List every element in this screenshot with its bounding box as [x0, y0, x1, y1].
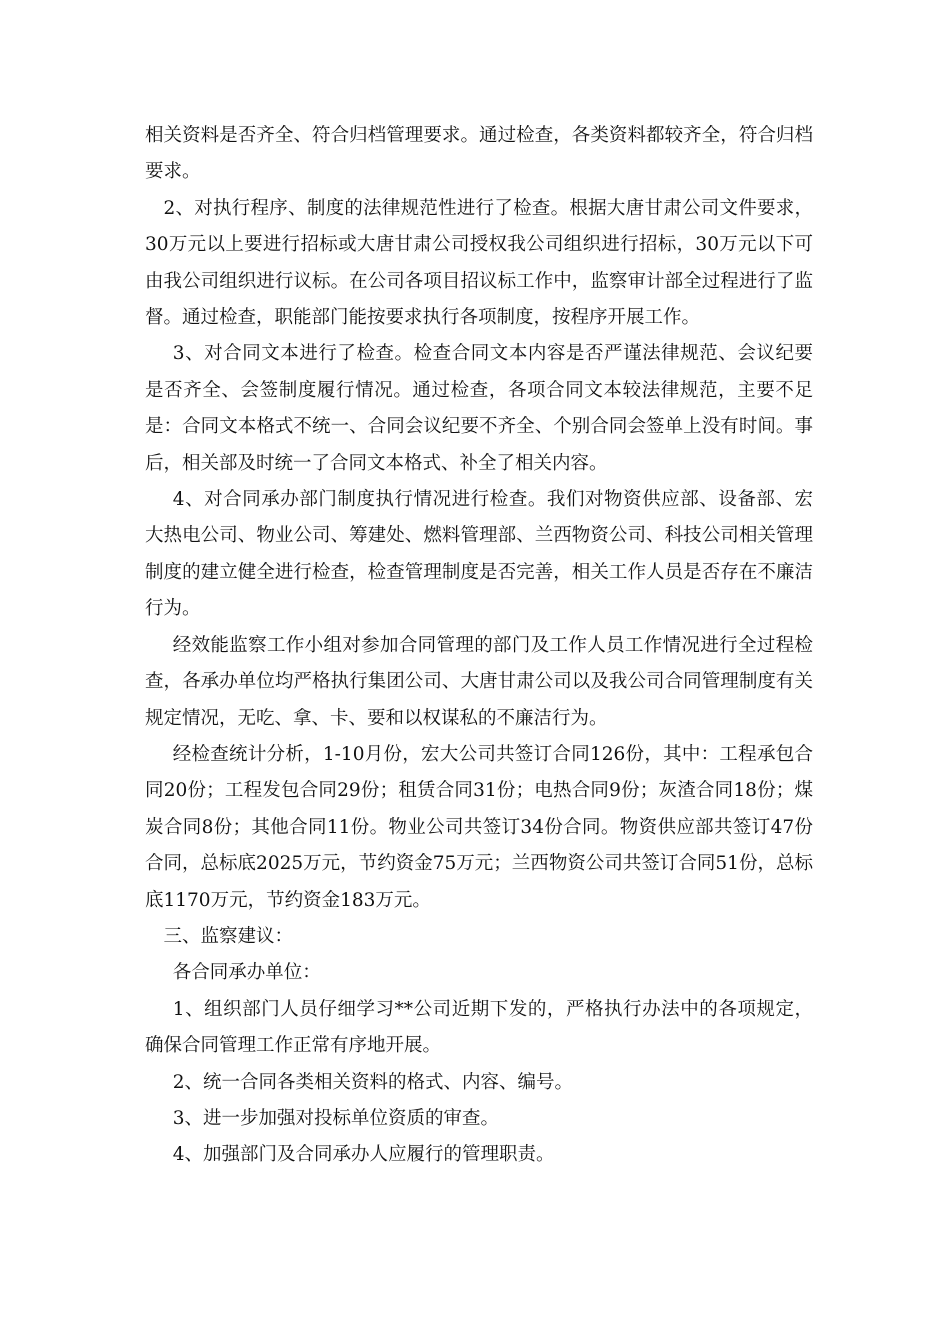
paragraph-statistics: 经检查统计分析，1-10月份，宏大公司共签订合同126份，其中：工程承包合同20份；工程发包合同29份；租赁合同31份；电热合同9份；灰渣合同18份；煤炭合同8份；其他合同11份。物业公司共签订34份合同。物资供应部共签订47份合同，总标底2025万元，节约资金75万元；兰西物资公司共签订合同51份，总标底1170万元，节约资金183万元。	[145, 743, 813, 911]
suggestion-item-4: 4、加强部门及合同承办人应履行的管理职责。	[172, 1144, 555, 1166]
suggestion-item-1: 1、组织部门人员仔细学习**公司近期下发的，严格执行办法中的各项规定，确保合同管理工作正常有序地开展。	[145, 998, 813, 1057]
paragraph-item-4: 4、对合同承办部门制度执行情况进行检查。我们对物资供应部、设备部、宏大热电公司、物业公司、筹建处、燃料管理部、兰西物资公司、科技公司相关管理制度的建立健全进行检查，检查管理制度是否完善，相关工作人员是否存在不廉洁行为。	[145, 489, 813, 620]
paragraph-addressee: 各合同承办单位：	[172, 962, 321, 984]
document-body	[145, 118, 813, 1174]
section-heading-suggestions: 三、监察建议：	[163, 925, 294, 947]
paragraph-item-3: 3、对合同文本进行了检查。检查合同文本内容是否严谨法律规范、会议纪要是否齐全、会签制度履行情况。通过检查，各项合同文本较法律规范，主要不足是：合同文本格式不统一、合同会议纪要不齐全、个别合同会签单上没有时间。事后，相关部及时统一了合同文本格式、补全了相关内容。	[145, 343, 813, 474]
paragraph-summary: 经效能监察工作小组对参加合同管理的部门及工作人员工作情况进行全过程检查，各承办单位均严格执行集团公司、大唐甘肃公司以及我公司合同管理制度有关规定情况，无吃、拿、卡、要和以权谋私的不廉洁行为。	[145, 634, 813, 729]
paragraph-continuation: 相关资料是否齐全、符合归档管理要求。通过检查，各类资料都较齐全，符合归档要求。	[145, 125, 813, 183]
suggestion-item-2: 2、统一合同各类相关资料的格式、内容、编号。	[172, 1071, 574, 1093]
paragraph-item-2: 2、对执行程序、制度的法律规范性进行了检查。根据大唐甘肃公司文件要求，30万元以上要进行招标或大唐甘肃公司授权我公司组织进行招标，30万元以下可由我公司组织进行议标。在公司各项目招议标工作中，监察审计部全过程进行了监督。通过检查，职能部门能按要求执行各项制度，按程序开展工作。	[145, 197, 813, 329]
suggestion-item-3: 3、进一步加强对投标单位资质的审查。	[172, 1107, 500, 1129]
